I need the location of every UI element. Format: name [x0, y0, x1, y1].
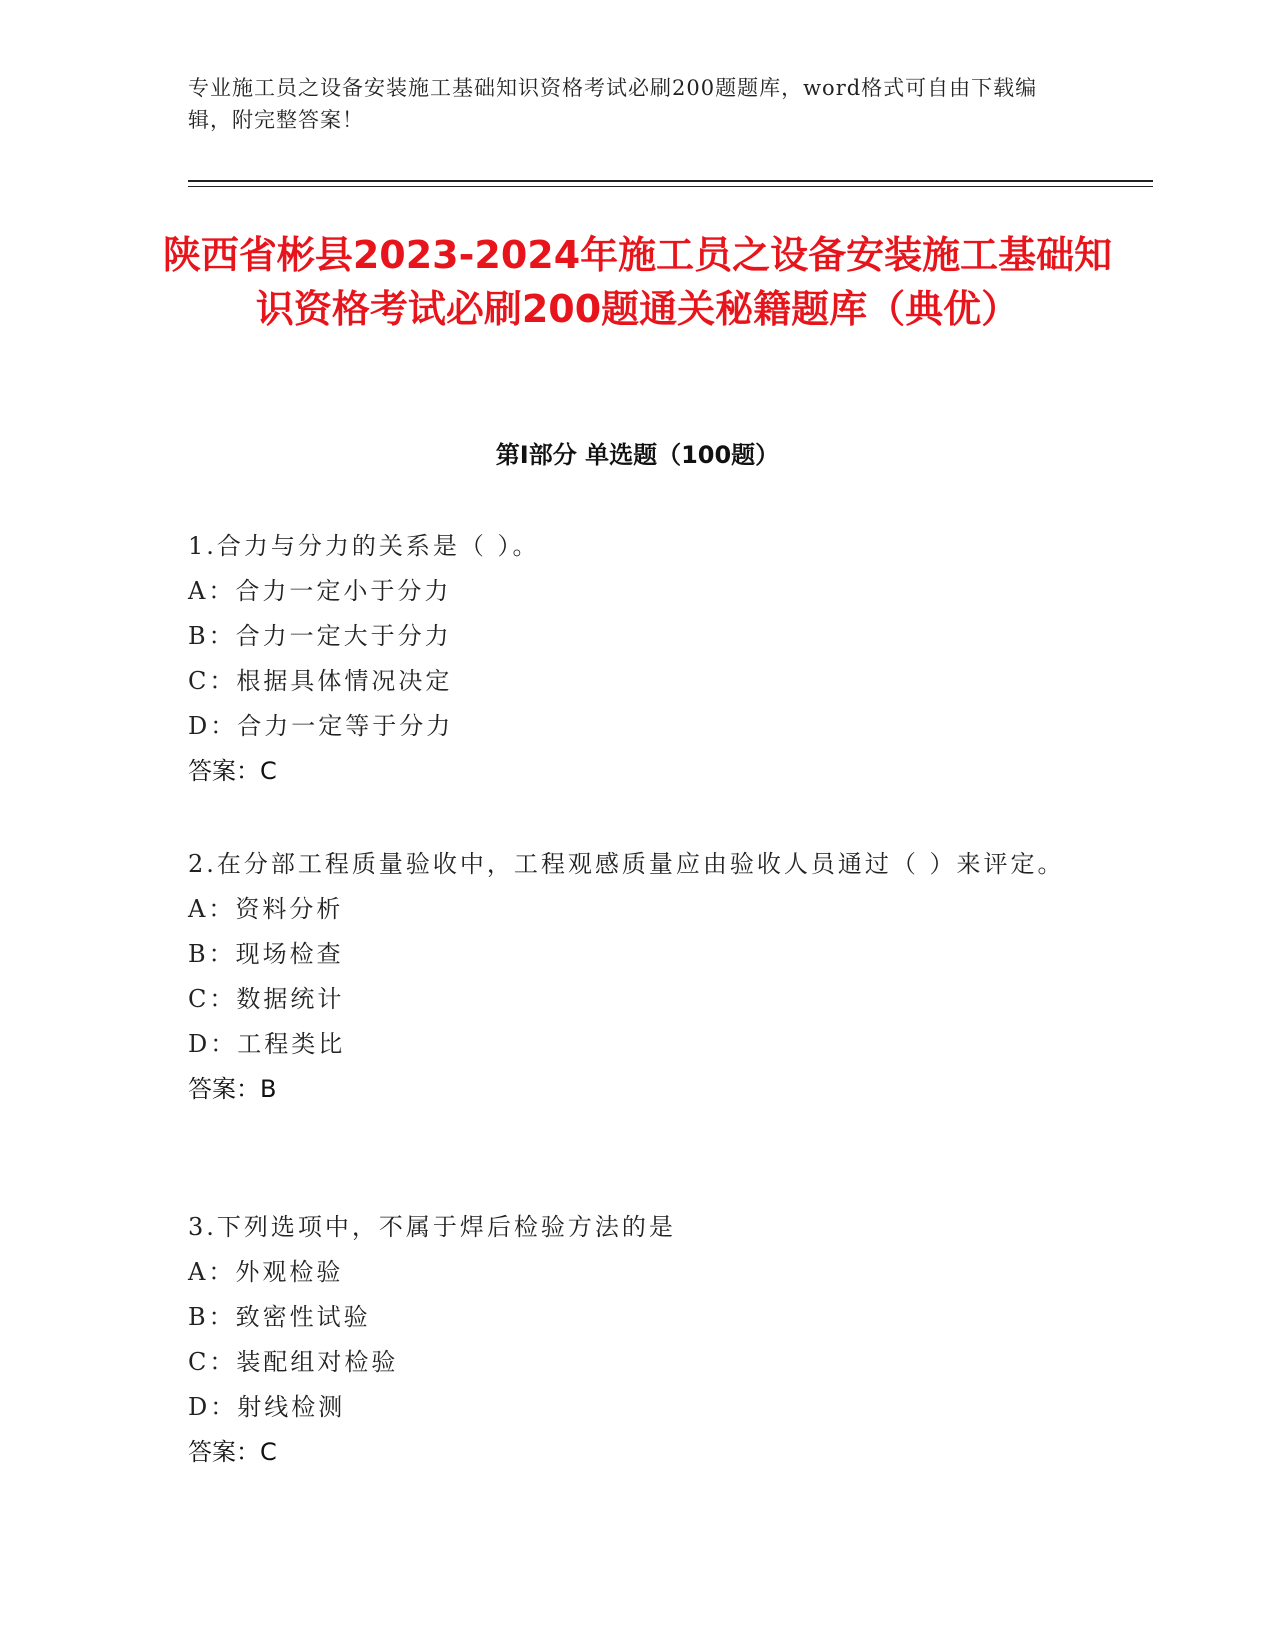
question-stem: 3.下列选项中，不属于焊后检验方法的是 [188, 1213, 676, 1241]
header-divider-thin [188, 186, 1153, 187]
question-1 [188, 524, 1088, 794]
question-2 [188, 842, 1088, 1112]
header-note: 专业施工员之设备安装施工基础知识资格考试必刷200题题库，word格式可自由下载编辑，附完整答案！ [188, 76, 1038, 132]
option-c: C：根据具体情况决定 [188, 667, 453, 695]
option-b: B：合力一定大于分力 [188, 622, 452, 650]
answer: 答案：C [188, 1438, 277, 1466]
option-a: A：外观检验 [188, 1258, 344, 1286]
option-d: D：合力一定等于分力 [188, 712, 454, 740]
header-divider-thick [188, 180, 1153, 182]
option-d: D：工程类比 [188, 1030, 346, 1058]
answer: 答案：B [188, 1075, 277, 1103]
question-3 [188, 1205, 1088, 1475]
option-d: D：射线检测 [188, 1393, 346, 1421]
option-b: B：致密性试验 [188, 1303, 371, 1331]
question-stem: 2.在分部工程质量验收中，工程观感质量应由验收人员通过（ ）来评定。 [188, 850, 1065, 878]
option-a: A：合力一定小于分力 [188, 577, 452, 605]
question-stem: 1.合力与分力的关系是（ ）。 [188, 532, 540, 560]
option-a: A：资料分析 [188, 895, 344, 923]
option-c: C：装配组对检验 [188, 1348, 399, 1376]
section-title: 第Ⅰ部分 单选题（100题） [495, 441, 780, 469]
option-b: B：现场检查 [188, 940, 344, 968]
option-c: C：数据统计 [188, 985, 345, 1013]
answer: 答案：C [188, 757, 277, 785]
document-title: 陕西省彬县2023-2024年施工员之设备安装施工基础知识资格考试必刷200题通关秘籍题库（典优） [162, 233, 1113, 331]
